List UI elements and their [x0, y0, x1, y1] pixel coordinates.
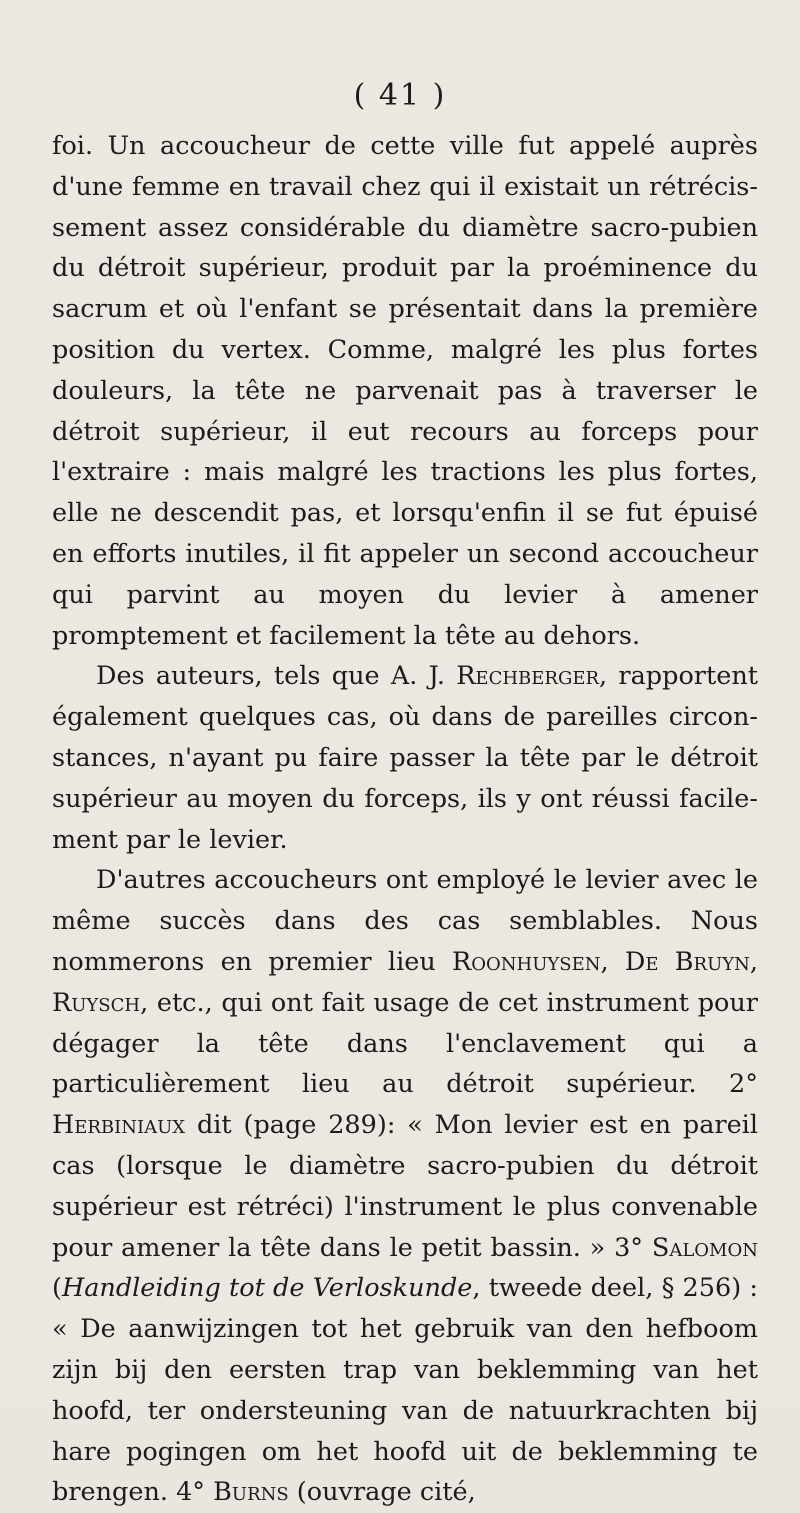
text-run: foi. Un accoucheur de cette ville fut appelé auprès d'une femme en travail chez qui il existait un rétrécissement assez considérable du diamètre sacro-pubien du détroit supérieur, produit par la proéminence du sacrum et où l'enfant se présentait dans la première position du vertex. Comme, malgré les plus fortes douleurs, la tête ne parvenait pas à traverser le détroit supérieur, il eut recours au forceps pour l'extraire : mais malgré les tractions les plus fortes, elle ne descendit pas, et lorsqu'enfin il se fut épuisé en efforts inutiles, il fit appeler un second accoucheur qui parvint au moyen du levier à amener promptement et facilement la tête au dehors.: [52, 131, 758, 651]
text-run: , rapportent également quelques cas, où dans de pareilles circonstances, n'ayant pu faire passer la tête par le détroit supérieur au moyen du forceps, ils y ont réussi facilement par le levier.: [52, 661, 759, 855]
page-number: ( 41 ): [353, 78, 447, 113]
text-run: , tweede deel, § 256) : « De aanwijzingen tot het gebruik van den hefboom zijn bij den eersten trap van beklemming van het hoofd, ter ondersteuning van de natuurkrachten bij hare pogingen om het hoofd uit de beklemming te brengen. 4°: [52, 1273, 758, 1508]
text-run: (: [52, 1273, 62, 1304]
author-name: Ruysch: [52, 987, 141, 1018]
text-run: (ouvrage cité,: [288, 1477, 476, 1508]
paragraph-p3: [52, 860, 758, 1513]
author-name: Salomon: [651, 1232, 758, 1263]
book-title: Handleiding tot de Verloskunde: [61, 1273, 473, 1304]
text-run: , etc., qui ont fait usage de cet instrument pour dégager la tête dans l'enclavement qui a particulièrement lieu au détroit supérieur. 2°: [52, 987, 758, 1100]
author-name: Rechberger: [456, 661, 600, 692]
paragraph-p2: [52, 656, 758, 860]
text-run: ,: [600, 946, 625, 977]
text-run: dit (page 289): « Mon levier est en pareil cas (lorsque le diamètre sacro-pubien du détroit supérieur est rétréci) l'instrument le plus convenable pour amener la tête dans le petit bassin. » 3°: [52, 1110, 758, 1263]
text-run: Des auteurs, tels que A. J.: [96, 661, 457, 692]
paragraph-p1: [52, 126, 758, 656]
body-text: [52, 126, 758, 1513]
text-run: D'autres accoucheurs ont employé le levier avec le même succès dans des cas semblables. Nous nommerons en premier lieu: [52, 865, 758, 977]
text-run: ,: [749, 946, 758, 977]
author-name: De Bruyn: [624, 946, 750, 977]
author-name: Roonhuysen: [452, 946, 601, 977]
author-name: Burns: [213, 1477, 289, 1508]
author-name: Herbiniaux: [52, 1110, 186, 1141]
